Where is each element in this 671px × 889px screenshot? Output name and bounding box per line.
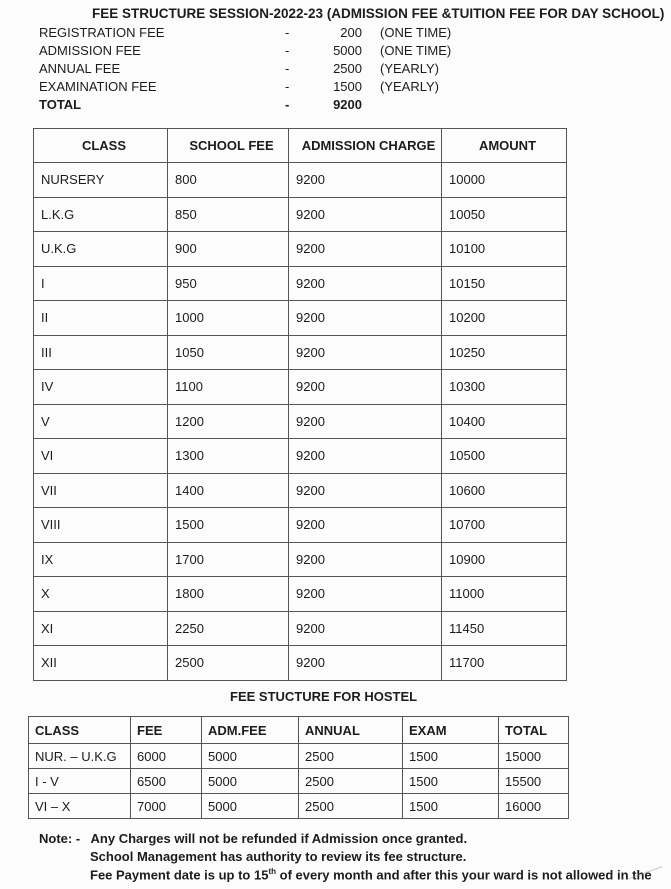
cell-amount: 10250 xyxy=(442,335,567,370)
cell-adm-fee: 5000 xyxy=(202,794,299,819)
table-row xyxy=(34,404,567,439)
cell-admission-charge: 9200 xyxy=(289,197,442,232)
summary-label: ANNUAL FEE xyxy=(39,61,121,76)
header-class: CLASS xyxy=(34,129,168,163)
summary-separator: - xyxy=(285,79,290,94)
cell-school-fee: 1200 xyxy=(168,404,289,439)
table-header-row xyxy=(34,129,567,163)
summary-amount: 200 xyxy=(340,25,362,40)
cell-amount: 10050 xyxy=(442,197,567,232)
table-row xyxy=(34,473,567,508)
table-row xyxy=(34,301,567,336)
cell-class: V xyxy=(34,404,168,439)
cell-admission-charge: 9200 xyxy=(289,508,442,543)
cell-admission-charge: 9200 xyxy=(289,473,442,508)
cell-school-fee: 900 xyxy=(168,232,289,267)
summary-separator: - xyxy=(285,61,290,76)
note-line-2 xyxy=(39,849,652,867)
table-row xyxy=(34,335,567,370)
cell-school-fee: 1050 xyxy=(168,335,289,370)
cell-school-fee: 1300 xyxy=(168,439,289,474)
cell-fee: 6500 xyxy=(131,769,202,794)
cell-amount: 10300 xyxy=(442,370,567,405)
cell-admission-charge: 9200 xyxy=(289,646,442,681)
cell-exam: 1500 xyxy=(403,744,499,769)
header-admission-charge: ADMISSION CHARGE xyxy=(289,129,442,163)
cell-admission-charge: 9200 xyxy=(289,577,442,612)
summary-label: REGISTRATION FEE xyxy=(39,25,165,40)
note-prefix: Note: - xyxy=(39,831,81,846)
cell-admission-charge: 9200 xyxy=(289,542,442,577)
table-row xyxy=(34,370,567,405)
cell-class: X xyxy=(34,577,168,612)
cell-amount: 10150 xyxy=(442,266,567,301)
cell-admission-charge: 9200 xyxy=(289,404,442,439)
cell-total: 15500 xyxy=(499,769,569,794)
cell-school-fee: 1500 xyxy=(168,508,289,543)
summary-separator: - xyxy=(285,25,290,40)
table-row xyxy=(34,611,567,646)
table-row xyxy=(34,577,567,612)
note-text-3a: Fee Payment date is up to 15 xyxy=(90,867,269,883)
summary-amount: 2500 xyxy=(333,61,362,76)
cell-class: VIII xyxy=(34,508,168,543)
note-line-1 xyxy=(39,831,652,849)
cell-school-fee: 800 xyxy=(168,163,289,198)
summary-amount: 9200 xyxy=(333,97,362,112)
note-line-3 xyxy=(39,867,652,885)
cell-class: L.K.G xyxy=(34,197,168,232)
cell-class: IX xyxy=(34,542,168,577)
summary-note: (YEARLY) xyxy=(380,79,439,94)
cell-amount: 11700 xyxy=(442,646,567,681)
table-row xyxy=(34,197,567,232)
cell-amount: 11000 xyxy=(442,577,567,612)
cell-school-fee: 1800 xyxy=(168,577,289,612)
cell-total: 16000 xyxy=(499,794,569,819)
hostel-fee-table xyxy=(28,716,569,819)
cell-school-fee: 1700 xyxy=(168,542,289,577)
table-row xyxy=(34,646,567,681)
cell-amount: 10900 xyxy=(442,542,567,577)
notes xyxy=(39,831,652,885)
cell-admission-charge: 9200 xyxy=(289,301,442,336)
cell-admission-charge: 9200 xyxy=(289,370,442,405)
cell-exam: 1500 xyxy=(403,769,499,794)
summary-note: (ONE TIME) xyxy=(380,43,452,58)
cell-admission-charge: 9200 xyxy=(289,163,442,198)
cell-school-fee: 950 xyxy=(168,266,289,301)
cell-class: II xyxy=(34,301,168,336)
cell-amount: 10000 xyxy=(442,163,567,198)
summary-separator: - xyxy=(285,43,290,58)
summary-separator: - xyxy=(285,97,290,112)
cell-class: I xyxy=(34,266,168,301)
cell-class: XII xyxy=(34,646,168,681)
header-annual: ANNUAL xyxy=(299,717,403,744)
cell-admission-charge: 9200 xyxy=(289,335,442,370)
note-text-3b: of every month and after this your ward is not allowed in the xyxy=(276,867,652,883)
cell-class: U.K.G xyxy=(34,232,168,267)
cell-class: III xyxy=(34,335,168,370)
table-row xyxy=(34,508,567,543)
summary-note: (ONE TIME) xyxy=(380,25,452,40)
cell-class: VII xyxy=(34,473,168,508)
table-row xyxy=(34,266,567,301)
note-text-3-sup: th xyxy=(268,867,277,876)
cell-school-fee: 1400 xyxy=(168,473,289,508)
header-exam: EXAM xyxy=(403,717,499,744)
cell-amount: 10100 xyxy=(442,232,567,267)
cell-amount: 10400 xyxy=(442,404,567,439)
table-row xyxy=(34,439,567,474)
cell-amount: 10200 xyxy=(442,301,567,336)
table-row xyxy=(34,542,567,577)
cell-admission-charge: 9200 xyxy=(289,611,442,646)
summary-label: ADMISSION FEE xyxy=(39,43,141,58)
table-row xyxy=(29,744,569,769)
cell-amount: 10600 xyxy=(442,473,567,508)
cell-school-fee: 1000 xyxy=(168,301,289,336)
hostel-title: FEE STUCTURE FOR HOSTEL xyxy=(230,689,418,704)
table-header-row xyxy=(29,717,569,744)
cell-class: IV xyxy=(34,370,168,405)
cell-school-fee: 2250 xyxy=(168,611,289,646)
cell-amount: 10700 xyxy=(442,508,567,543)
cell-admission-charge: 9200 xyxy=(289,439,442,474)
cell-class: NURSERY xyxy=(34,163,168,198)
cell-exam: 1500 xyxy=(403,794,499,819)
cell-adm-fee: 5000 xyxy=(202,769,299,794)
note-text-2: School Management has authority to review its fee structure. xyxy=(90,849,467,864)
cell-annual: 2500 xyxy=(299,744,403,769)
cell-fee: 6000 xyxy=(131,744,202,769)
summary-label: EXAMINATION FEE xyxy=(39,79,157,94)
cell-class: VI xyxy=(34,439,168,474)
header-total: TOTAL xyxy=(499,717,569,744)
cell-fee: 7000 xyxy=(131,794,202,819)
header-adm-fee: ADM.FEE xyxy=(202,717,299,744)
cell-school-fee: 850 xyxy=(168,197,289,232)
cell-adm-fee: 5000 xyxy=(202,744,299,769)
header-school-fee: SCHOOL FEE xyxy=(168,129,289,163)
table-row xyxy=(29,794,569,819)
summary-note: (YEARLY) xyxy=(380,61,439,76)
cell-school-fee: 2500 xyxy=(168,646,289,681)
cell-annual: 2500 xyxy=(299,794,403,819)
summary-label: TOTAL xyxy=(39,97,82,112)
table-row xyxy=(34,232,567,267)
cell-admission-charge: 9200 xyxy=(289,266,442,301)
cell-admission-charge: 9200 xyxy=(289,232,442,267)
cell-total: 15000 xyxy=(499,744,569,769)
day-school-fee-table xyxy=(33,128,567,681)
page-title: FEE STRUCTURE SESSION-2022-23 (ADMISSION FEE &TUITION FEE FOR DAY SCHOOL) xyxy=(92,6,665,21)
note-text-1: Any Charges will not be refunded if Admission once granted. xyxy=(90,831,468,846)
cell-annual: 2500 xyxy=(299,769,403,794)
cell-school-fee: 1100 xyxy=(168,370,289,405)
cell-amount: 10500 xyxy=(442,439,567,474)
table-row xyxy=(34,163,567,198)
cell-class: VI – X xyxy=(29,794,131,819)
header-class: CLASS xyxy=(29,717,131,744)
cell-class: I - V xyxy=(29,769,131,794)
cell-class: XI xyxy=(34,611,168,646)
header-fee: FEE xyxy=(131,717,202,744)
cell-class: NUR. – U.K.G xyxy=(29,744,131,769)
summary-amount: 5000 xyxy=(333,43,362,58)
summary-amount: 1500 xyxy=(333,79,362,94)
header-amount: AMOUNT xyxy=(442,129,567,163)
cell-amount: 11450 xyxy=(442,611,567,646)
table-row xyxy=(29,769,569,794)
